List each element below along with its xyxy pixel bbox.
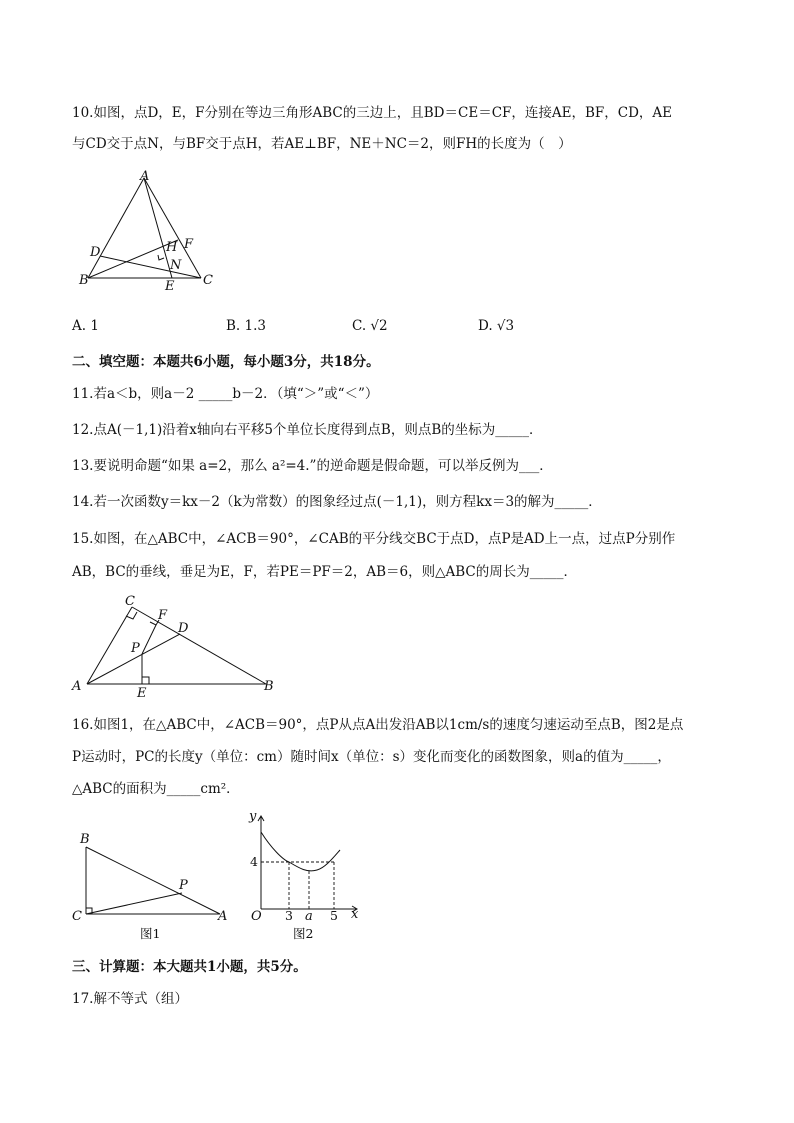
label-A: A [140, 169, 150, 184]
axis-x-label: x [351, 907, 359, 922]
q16-line3: △ABC的面积为_____cm²． [72, 781, 240, 797]
label-D: D [90, 245, 101, 260]
choice-d[interactable]: D. √3 [478, 318, 515, 334]
q15-line1: 15.如图，在△ABC中，∠ACB＝90°，∠CAB的平分线交BC于点D，点P是AD上一点，过点P分别作 [72, 531, 676, 547]
section2-heading: 二、填空题：本题共6小题，每小题3分，共18分。 [72, 354, 380, 370]
tick-3: 3 [285, 908, 293, 923]
tick-5: 5 [330, 908, 338, 923]
section3-heading: 三、计算题：本大题共1小题，共5分。 [72, 959, 307, 975]
label-B: B [80, 832, 90, 847]
label-C: C [72, 909, 82, 924]
q17-text: 17.解不等式（组） [72, 991, 188, 1007]
label-E: E [137, 686, 147, 701]
axis-y-label: y [249, 809, 257, 824]
q15-triangle-figure [70, 592, 290, 700]
label-B: B [264, 679, 274, 694]
figure1-caption: 图1 [140, 926, 161, 941]
label-N: N [170, 258, 182, 273]
label-F: F [184, 237, 194, 252]
label-F: F [158, 608, 168, 623]
label-B: B [79, 273, 89, 288]
q14-text: 14.若一次函数y＝kx－2（k为常数）的图象经过点(－1,1)，则方程kx＝3的解为_____． [72, 494, 602, 510]
choice-a[interactable]: A. 1 [72, 318, 99, 334]
q10-triangle-figure [78, 168, 228, 298]
origin-label: O [251, 909, 262, 924]
tick-a: a [305, 909, 313, 924]
label-E: E [165, 279, 175, 294]
label-C: C [203, 273, 213, 288]
q13-text: 13.要说明命题“如果 a=2，那么 a²=4.”的逆命题是假命题，可以举反例为___． [72, 458, 553, 474]
q16-line2: P运动时，PC的长度y（单位：cm）随时间x（单位：s）变化而变化的函数图象，则a的值为_____， [72, 749, 671, 765]
label-D: D [178, 621, 189, 636]
q12-text: 12.点A(－1,1)沿着x轴向右平移5个单位长度得到点B，则点B的坐标为_____． [72, 422, 543, 438]
label-A: A [72, 679, 82, 694]
figure2-caption: 图2 [293, 926, 314, 941]
label-P: P [131, 641, 140, 656]
q10-line1: 10.如图，点D，E，F分别在等边三角形ABC的三边上，且BD＝CE＝CF，连接AE，BF，CD，AE [72, 105, 673, 121]
label-C: C [125, 594, 135, 609]
q15-line2: AB，BC的垂线，垂足为E，F，若PE＝PF＝2，AB＝6，则△ABC的周长为_____． [72, 564, 578, 580]
q16-line1: 16.如图1，在△ABC中，∠ACB＝90°，点P从点A出发沿AB以1cm/s的速度匀速运动至点B，图2是点 [72, 717, 684, 733]
choice-c[interactable]: C. √2 [352, 318, 388, 334]
q11-text: 11.若a＜b，则a－2 _____b－2．（填“＞”或“＜”） [72, 386, 379, 402]
q10-line2: 与CD交于点N，与BF交于点H，若AE⊥BF，NE＋NC＝2，则FH的长度为（ ） [72, 136, 572, 152]
label-A: A [218, 909, 228, 924]
q16-figure2 [245, 808, 375, 944]
choice-b[interactable]: B. 1.3 [226, 318, 266, 334]
label-P: P [179, 878, 188, 893]
q16-figure1 [72, 828, 242, 944]
label-H: H [166, 240, 178, 255]
tick-4: 4 [250, 854, 258, 869]
